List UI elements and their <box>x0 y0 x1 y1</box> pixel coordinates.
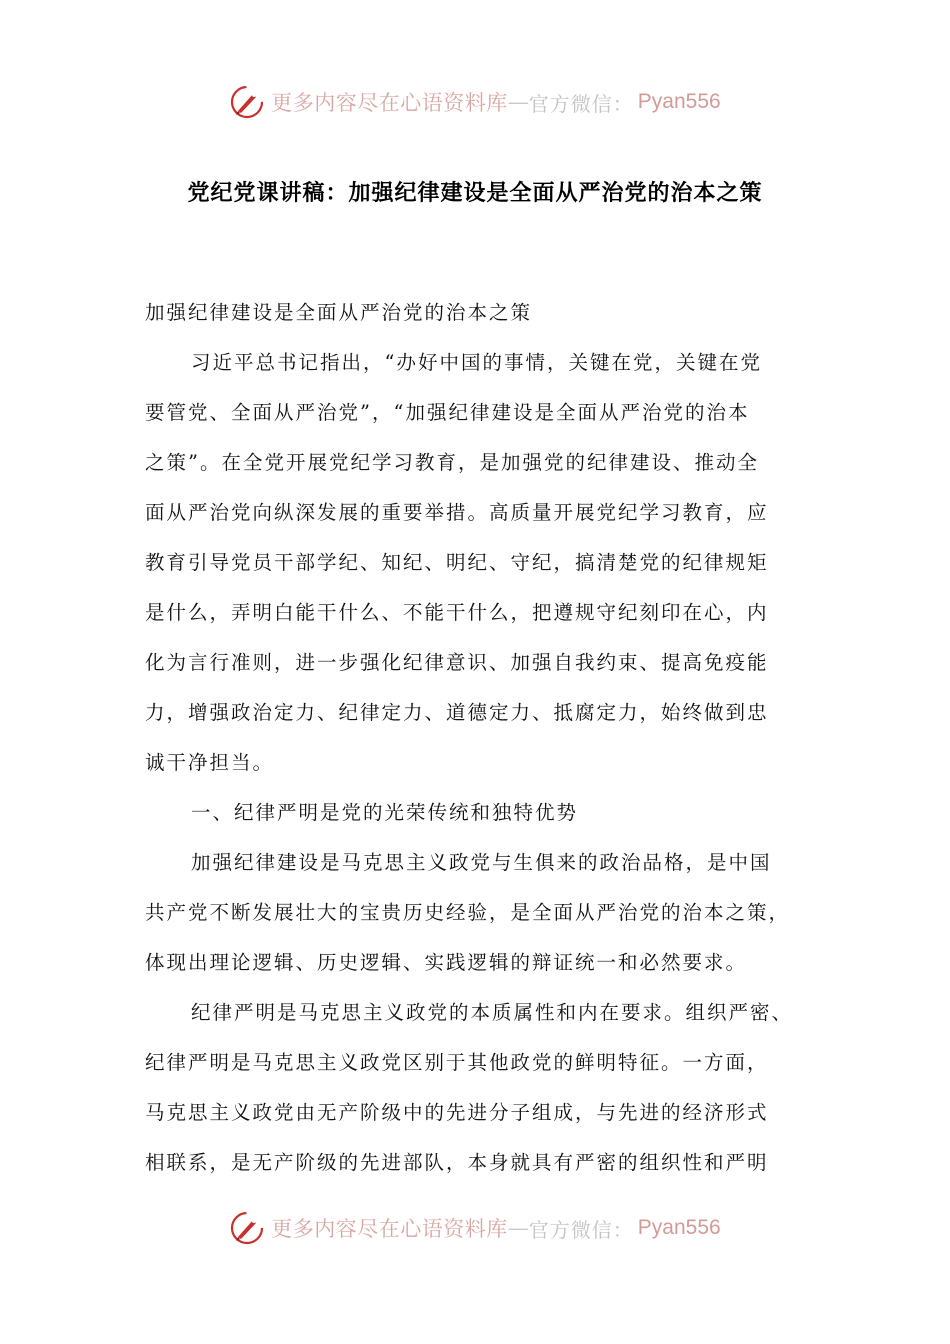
paragraph-line: 之策”。在全党开展党纪学习教育，是加强党的纪律建设、推动全 <box>145 451 759 474</box>
paragraph-line: 化为言行准则，进一步强化纪律意识、加强自我约束、提高免疫能 <box>145 651 769 674</box>
paragraph-line: 力，增强政治定力、纪律定力、道德定力、抵腐定力，始终做到忠 <box>145 701 769 724</box>
banner-wechat-label: 官方微信： <box>528 1217 634 1242</box>
paragraph-line: 纪律严明是马克思主义政党的本质属性和内在要求。组织严密、 <box>191 1001 794 1024</box>
banner-wechat-id: Pyan556 <box>637 90 721 113</box>
banner-site-name: 更多内容尽在心语资料库 <box>271 91 508 115</box>
banner-wechat-label: 官方微信： <box>528 91 634 116</box>
section-heading: 一、纪律严明是党的光荣传统和独特优势 <box>191 801 579 824</box>
banner-separator: — <box>507 1216 529 1240</box>
banner-wechat-id: Pyan556 <box>637 1216 721 1239</box>
paragraph-line: 教育引导党员干部学纪、知纪、明纪、守纪，搞清楚党的纪律规矩 <box>145 551 769 574</box>
document-body <box>145 0 810 1344</box>
paragraph-line: 体现出理论逻辑、历史逻辑、实践逻辑的辩证统一和必然要求。 <box>145 951 748 974</box>
document-title: 党纪党课讲稿：加强纪律建设是全面从严治党的治本之策 <box>187 180 763 206</box>
paragraph-line: 马克思主义政党由无产阶级中的先进分子组成，与先进的经济形式 <box>145 1101 769 1124</box>
paragraph-line: 是什么，弄明白能干什么、不能干什么，把遵规守纪刻印在心，内 <box>145 601 769 624</box>
paragraph-line: 加强纪律建设是马克思主义政党与生俱来的政治品格，是中国 <box>191 851 772 874</box>
banner-site-name: 更多内容尽在心语资料库 <box>271 1217 508 1241</box>
paragraph-line: 纪律严明是马克思主义政党区别于其他政党的鲜明特征。一方面， <box>145 1051 769 1074</box>
paragraph-line: 要管党、全面从严治党”，“加强纪律建设是全面从严治党的治本 <box>145 401 750 424</box>
paragraph-line: 诚干净担当。 <box>145 751 275 774</box>
pen-circle-logo-icon <box>229 1210 265 1246</box>
paragraph-line: 共产党不断发展壮大的宝贵历史经验，是全面从严治党的治本之策， <box>145 901 791 924</box>
paragraph-line: 面从严治党向纵深发展的重要举措。高质量开展党纪学习教育，应 <box>145 501 769 524</box>
footer-watermark-banner <box>0 1208 950 1248</box>
banner-separator: — <box>507 90 529 114</box>
subtitle-line: 加强纪律建设是全面从严治党的治本之策 <box>145 301 533 324</box>
paragraph-line: 习近平总书记指出，“办好中国的事情，关键在党，关键在党 <box>191 351 762 374</box>
paragraph-line: 相联系，是无产阶级的先进部队，本身就具有严密的组织性和严明 <box>145 1151 769 1174</box>
